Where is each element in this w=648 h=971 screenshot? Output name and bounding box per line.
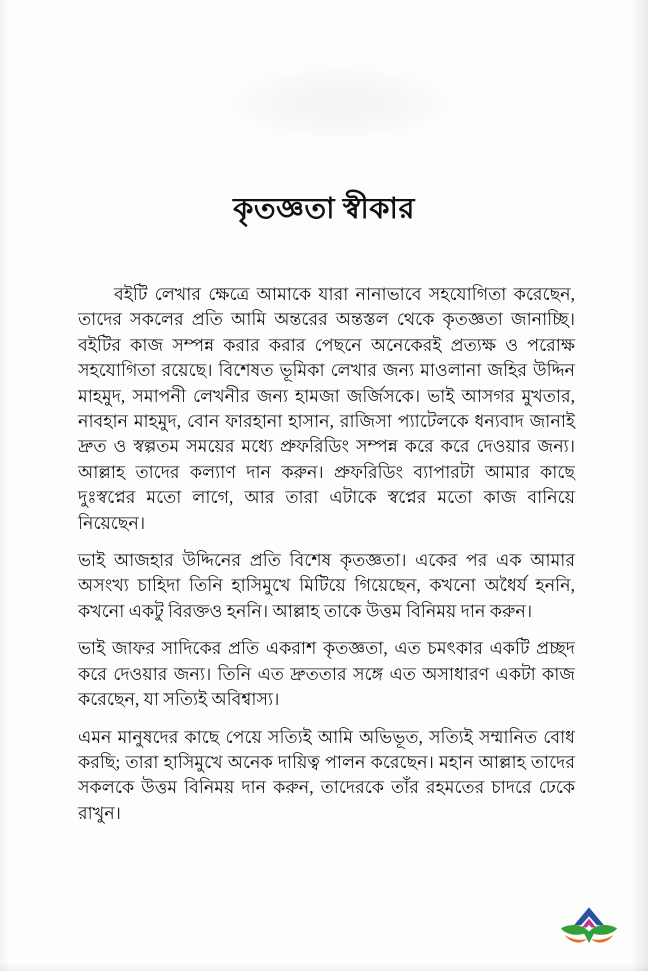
logo-page-orange-right — [591, 935, 613, 943]
paragraph-3: ভাই জাফর সাদিকের প্রতি একরাশ কৃতজ্ঞতা, এত চমৎকার একটি প্রচ্ছদ করে দেওয়ার জন্য। তিনি এত দ্রুততার সঙ্গে এত অসাধারণ একটা কাজ করেছেন, যা সত্যিই অবিশ্বাস্য। — [78, 638, 575, 710]
paragraph-4: এমন মানুষদের কাছে পেয়ে সত্যিই আমি অভিভূত, সত্যিই সম্মানিত বোধ করছি; তারা হাসিমুখে অনেক দায়িত্ব পালন করেছেন। মহান আল্লাহ তাদের সকলকে উত্তম বিনিময় দান করুন, তাদেরকে তাঁর রহমতের চাদরে ঢেকে রাখুন। — [78, 726, 575, 823]
logo-spine-green — [584, 931, 594, 943]
paragraph-2: ভাই আজহার উদ্দিনের প্রতি বিশেষ কৃতজ্ঞতা। একের পর এক আমার অসংখ্য চাহিদা তিনি হাসিমুখে মিটিয়ে গিয়েছেন, কখনো অধৈর্য হননি, কখনো একটু বিরক্তও হননি। আল্লাহ তাকে উত্তম বিনিময় দান করুন। — [78, 550, 575, 621]
page-edge-shadow-bottom — [0, 963, 648, 971]
page-edge-shadow-right — [630, 0, 648, 971]
acknowledgment-text — [78, 282, 575, 838]
ink-bleed-artifact — [235, 68, 445, 138]
page-edge-shadow-left — [0, 0, 10, 971]
paragraph-1: বইটি লেখার ক্ষেত্রে আমাকে যারা নানাভাবে সহযোগিতা করেছেন, তাদের সকলের প্রতি আমি অন্তরের অন্তস্তল থেকে কৃতজ্ঞতা জানাচ্ছি। বইটির কাজ সম্পন্ন করার করার পেছনে অনেকেরই প্রত্যক্ষ ও পরোক্ষ সহযোগিতা রয়েছে। বিশেষত ভূমিকা লেখার জন্য মাওলানা জহির উদ্দিন মাহমুদ, সমাপনী লেখনীর জন্য হামজা জর্জিসকে। ভাই আসগর মুখতার, নাবহান মাহমুদ, বোন ফারহানা হাসান, রাজিসা প্যাটেলকে ধন্যবাদ জানাই দ্রুত ও স্বল্পতম সময়ের মধ্যে প্রুফরিডিং সম্পন্ন করে করে দেওয়ার জন্য। আল্লাহ তাদের কল্যাণ দান করুন। প্রুফরিডিং ব্যাপারটা আমার কাছে দুঃস্বপ্নের মতো লাগে, আর তারা এটাকে স্বপ্নের মতো কাজ বানিয়ে নিয়েছেন। — [78, 284, 575, 533]
logo-page-orange-left — [565, 935, 587, 943]
publisher-logo — [559, 905, 619, 951]
open-book-logo-icon — [559, 905, 619, 951]
page-title: কৃতজ্ঞতা স্বীকার — [233, 193, 415, 225]
